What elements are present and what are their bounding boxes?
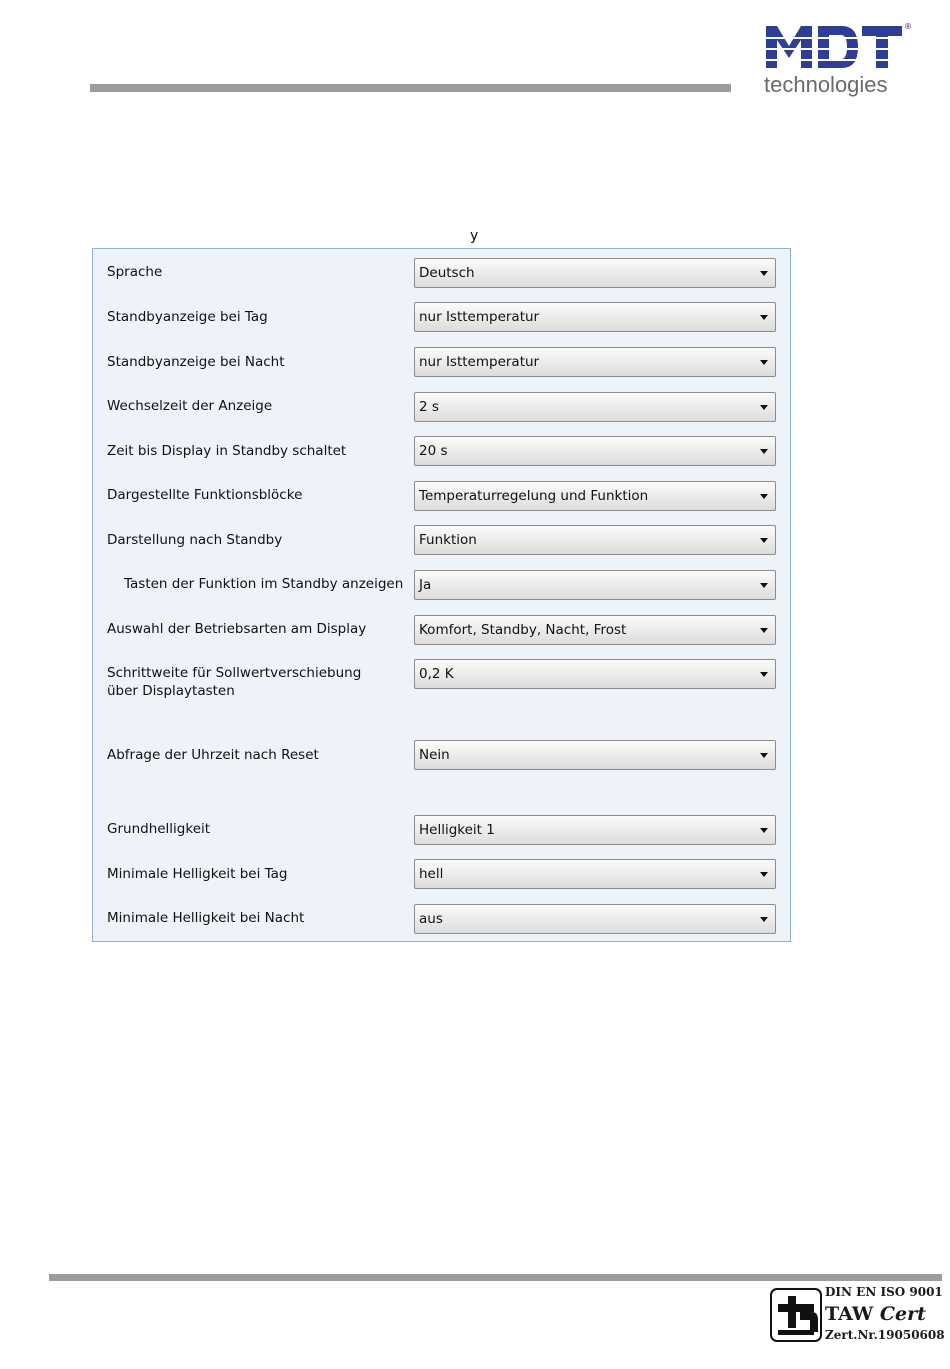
- min-brightness-day-select[interactable]: [414, 859, 776, 889]
- select-value: 2 s: [419, 399, 439, 415]
- cert-name-cert: Cert: [879, 1303, 926, 1325]
- mdt-logo-mark: [764, 22, 904, 72]
- select-value: aus: [419, 911, 443, 927]
- select-value: Helligkeit 1: [419, 822, 495, 838]
- show-function-keys-select[interactable]: [414, 570, 776, 600]
- dropdown-arrow-icon: [760, 405, 768, 410]
- dropdown-arrow-icon: [760, 538, 768, 543]
- settings-panel: [92, 248, 791, 942]
- dropdown-arrow-icon: [760, 672, 768, 677]
- dropdown-arrow-icon: [760, 753, 768, 758]
- setting-label: Minimale Helligkeit bei Tag: [107, 866, 288, 882]
- setting-label: Schrittweite für Sollwertverschiebung über Displaytasten: [107, 665, 362, 699]
- function-blocks-select[interactable]: [414, 481, 776, 511]
- stray-character: y: [470, 228, 479, 244]
- setpoint-step-select[interactable]: [414, 659, 776, 689]
- registered-mark: ®: [904, 22, 912, 31]
- dropdown-arrow-icon: [760, 494, 768, 499]
- setting-label: Dargestellte Funktionsblöcke: [107, 487, 303, 503]
- setting-label: Darstellung nach Standby: [107, 532, 283, 548]
- dropdown-arrow-icon: [760, 315, 768, 320]
- select-value: 0,2 K: [419, 666, 454, 682]
- time-query-after-reset-select[interactable]: [414, 740, 776, 770]
- footer-rule: [49, 1274, 942, 1281]
- dropdown-arrow-icon: [760, 828, 768, 833]
- setting-label: Abfrage der Uhrzeit nach Reset: [107, 747, 319, 763]
- dropdown-arrow-icon: [760, 271, 768, 276]
- dropdown-arrow-icon: [760, 872, 768, 877]
- setting-label: Standbyanzeige bei Tag: [107, 309, 268, 325]
- base-brightness-select[interactable]: [414, 815, 776, 845]
- setting-label: Zeit bis Display in Standby schaltet: [107, 443, 347, 459]
- dropdown-arrow-icon: [760, 583, 768, 588]
- cert-name-taw: TAW: [825, 1303, 880, 1325]
- min-brightness-night-select[interactable]: [414, 904, 776, 934]
- logo-subtitle: technologies: [764, 72, 888, 97]
- select-value: Funktion: [419, 532, 477, 548]
- cert-standard: DIN EN ISO 9001: [825, 1285, 943, 1299]
- setting-label: Standbyanzeige bei Nacht: [107, 354, 285, 370]
- taw-cert-icon: [770, 1288, 822, 1342]
- select-value: nur Isttemperatur: [419, 309, 540, 325]
- select-value: hell: [419, 866, 444, 882]
- dropdown-arrow-icon: [760, 449, 768, 454]
- setting-label: Sprache: [107, 264, 163, 280]
- operating-modes-select[interactable]: [414, 615, 776, 645]
- select-value: nur Isttemperatur: [419, 354, 540, 370]
- standby-display-day-select[interactable]: [414, 302, 776, 332]
- display-cycle-time-select[interactable]: [414, 392, 776, 422]
- setting-label: Tasten der Funktion im Standby anzeigen: [124, 576, 404, 592]
- setting-label: Minimale Helligkeit bei Nacht: [107, 910, 305, 926]
- setting-label: Grundhelligkeit: [107, 821, 211, 837]
- display-after-standby-select[interactable]: [414, 525, 776, 555]
- select-value: Ja: [419, 577, 432, 593]
- cert-name: [825, 1303, 926, 1325]
- select-value: Komfort, Standby, Nacht, Frost: [419, 622, 627, 638]
- setting-label: Wechselzeit der Anzeige: [107, 398, 273, 414]
- select-value: 20 s: [419, 443, 448, 459]
- cert-number: Zert.Nr.19050608: [825, 1328, 945, 1342]
- standby-timeout-select[interactable]: [414, 436, 776, 466]
- iso-certification-badge: [768, 1285, 948, 1345]
- select-value: Deutsch: [419, 265, 475, 281]
- dropdown-arrow-icon: [760, 917, 768, 922]
- mdt-logo: [762, 22, 912, 102]
- dropdown-arrow-icon: [760, 360, 768, 365]
- select-value: Temperaturregelung und Funktion: [419, 488, 649, 504]
- standby-display-night-select[interactable]: [414, 347, 776, 377]
- dropdown-arrow-icon: [760, 628, 768, 633]
- header-rule: [90, 84, 731, 92]
- setting-label: Auswahl der Betriebsarten am Display: [107, 621, 367, 637]
- language-select[interactable]: [414, 258, 776, 288]
- select-value: Nein: [419, 747, 450, 763]
